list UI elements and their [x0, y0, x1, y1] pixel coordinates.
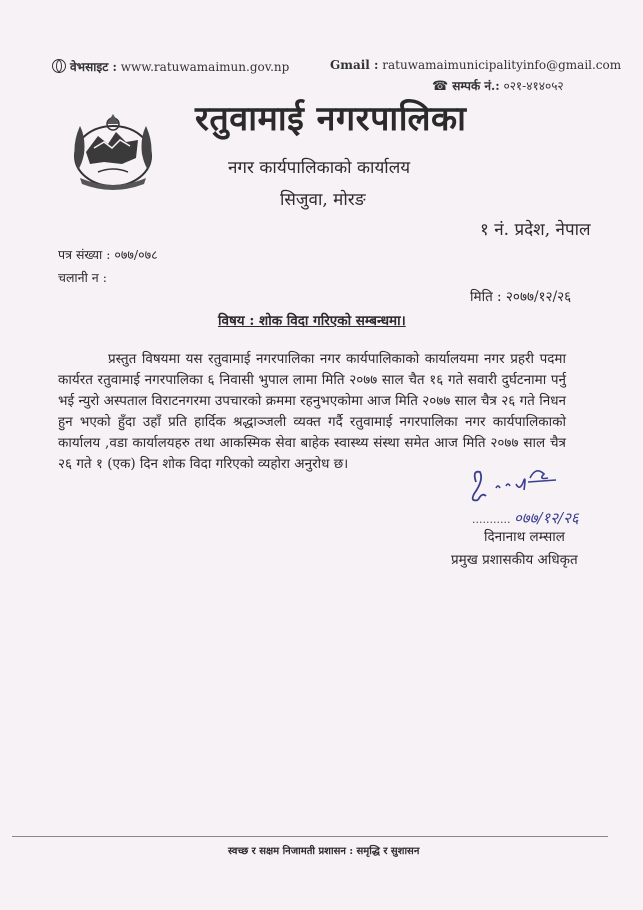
phone-line — [432, 77, 564, 94]
municipality-title: रतुवामाई नगरपालिका — [195, 99, 467, 139]
email-line — [330, 58, 621, 72]
dispatch-number: चलानी न : — [58, 270, 107, 285]
letter-body: प्रस्तुत विषयमा यस रतुवामाई नगरपालिका नगर कार्यपालिकाको कार्यालयमा नगर प्रहरी पदमा कार्यरत रतुवामाई नगरपालिका ६ निवासी भुपाल लामा मिति २०७७ साल चैत १६ गते सवारी दुर्घटनामा पर्नु भई न्युरो अस्पताल विराटनगरमा उपचारको क्रममा रहनुभएकोमा आज मिति २०७७ साल चैत्र २६ गते निधन हुन भएको हुँदा उहाँ प्रति हार्दिक श्रद्धाञ्जली व्यक्त गर्दै रतुवामाई नगरपालिका नगर कार्यपालिकाको कार्यालय ,वडा कार्यालयहरु तथा आकस्मिक सेवा बाहेक स्वास्थ्य संस्था समेत आज मिति २०७७ साल चैत्र २६ गते १ (एक) दिन शोक विदा गरिएको व्यहोरा अनुरोध छ। — [58, 351, 566, 472]
website-label: वेभसाइट : — [70, 60, 117, 74]
signatory-name: दिनानाथ लम्साल — [484, 529, 565, 545]
letter-subject: विषय : शोक विदा गरिएको सम्बन्धमा। — [218, 313, 406, 329]
website-line — [52, 58, 289, 75]
footer-divider — [12, 836, 608, 837]
office-location: सिजुवा, मोरङ — [280, 190, 366, 210]
email-label: Gmail : — [330, 58, 379, 72]
reference-number — [58, 246, 158, 263]
email-link[interactable]: ratuwamaimunicipalityinfo@gmail.com — [382, 58, 622, 72]
signature-dots: ........... — [472, 513, 511, 526]
date-value: २०७७/१२/२६ — [505, 289, 572, 305]
ref-label: पत्र संख्या : — [58, 247, 111, 262]
website-link[interactable]: www.ratuwamaimun.gov.np — [120, 60, 290, 74]
phone-icon: ☎ — [432, 79, 449, 94]
phone-number: ०२१-४१४०५२ — [503, 79, 564, 93]
nepal-emblem-icon — [64, 112, 162, 194]
province-line: १ नं. प्रदेश, नेपाल — [480, 220, 591, 240]
handwritten-date: ०७७/१२/२६ — [513, 509, 579, 527]
phone-label: सम्पर्क नं.: — [452, 79, 500, 93]
ref-value: ०७७/०७८ — [114, 247, 158, 262]
signatory-designation: प्रमुख प्रशासकीय अधिकृत — [451, 552, 578, 568]
footer-motto: स्वच्छ र सक्षम निजामती प्रशासन : समृद्धि र सुशासन — [228, 846, 420, 857]
globe-icon — [52, 59, 66, 73]
office-name: नगर कार्यपालिकाको कार्यालय — [228, 158, 411, 178]
letter-date — [470, 287, 571, 305]
date-label: मिति : — [470, 289, 502, 305]
signature-line — [472, 508, 579, 528]
